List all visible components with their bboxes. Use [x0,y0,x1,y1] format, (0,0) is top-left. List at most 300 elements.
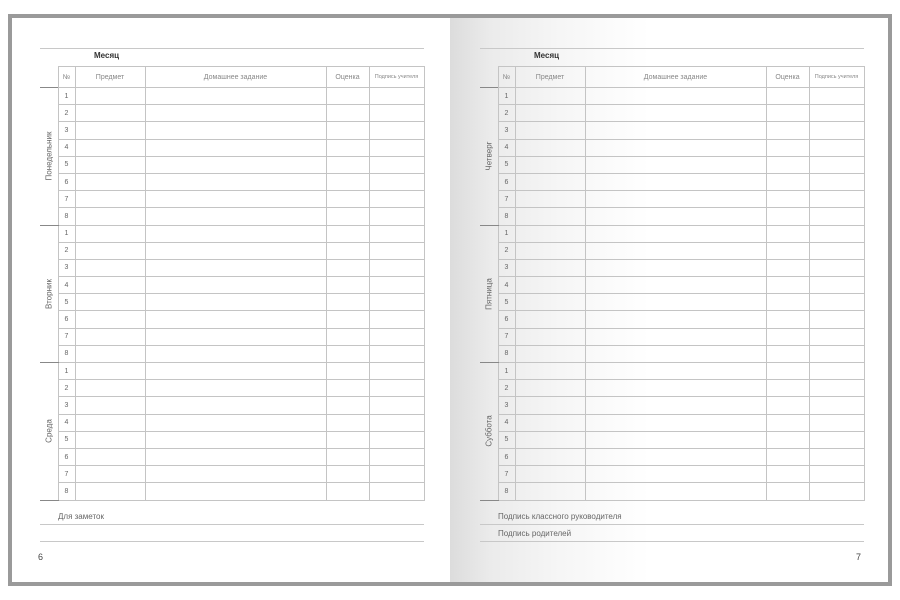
lesson-number: 2 [58,105,75,122]
grade-cell[interactable] [326,294,369,311]
signature-cell[interactable] [809,431,864,448]
signature-cell[interactable] [369,208,424,225]
grade-cell[interactable] [766,191,809,208]
grade-cell[interactable] [326,466,369,483]
signature-cell[interactable] [369,363,424,380]
subject-cell[interactable] [75,345,145,362]
grade-cell[interactable] [326,414,369,431]
signature-cell[interactable] [809,259,864,276]
subject-cell[interactable] [515,88,585,105]
subject-cell[interactable] [515,105,585,122]
lesson-number: 3 [58,259,75,276]
subject-cell[interactable] [515,191,585,208]
signature-cell[interactable] [809,208,864,225]
signature-cell[interactable] [369,414,424,431]
grade-cell[interactable] [326,156,369,173]
grade-cell[interactable] [326,122,369,139]
grade-cell[interactable] [766,466,809,483]
signature-cell[interactable] [369,328,424,345]
homework-cell[interactable] [145,397,326,414]
signature-cell[interactable] [809,483,864,500]
homework-cell[interactable] [585,448,766,465]
subject-cell[interactable] [515,345,585,362]
homework-cell[interactable] [145,294,326,311]
homework-cell[interactable] [585,431,766,448]
homework-cell[interactable] [585,380,766,397]
column-grade: Оценка [326,67,369,88]
subject-cell[interactable] [515,208,585,225]
lesson-row [480,277,864,294]
grade-cell[interactable] [326,88,369,105]
signature-cell[interactable] [809,466,864,483]
signature-cell[interactable] [369,122,424,139]
signature-cell[interactable] [809,448,864,465]
lesson-row [480,173,864,190]
signature-cell[interactable] [809,139,864,156]
subject-cell[interactable] [75,139,145,156]
homework-cell[interactable] [585,363,766,380]
right-page [450,18,888,582]
lesson-number: 5 [58,156,75,173]
grade-cell[interactable] [766,208,809,225]
signature-cell[interactable] [809,156,864,173]
day-cell [480,225,498,363]
signature-cell[interactable] [369,448,424,465]
grade-cell[interactable] [326,139,369,156]
grade-cell[interactable] [326,380,369,397]
lesson-row [40,448,424,465]
grade-cell[interactable] [766,345,809,362]
homework-cell[interactable] [145,363,326,380]
lesson-row [40,431,424,448]
homework-cell[interactable] [585,88,766,105]
lesson-number: 8 [58,208,75,225]
day-label: Четверг [484,141,494,171]
lesson-row [480,311,864,328]
lesson-row [40,380,424,397]
grade-cell[interactable] [766,173,809,190]
column-subject: Предмет [75,67,145,88]
lesson-number: 2 [498,242,515,259]
lesson-number: 4 [58,277,75,294]
lesson-row [40,225,424,242]
signature-cell[interactable] [809,105,864,122]
subject-cell[interactable] [75,311,145,328]
day-header-spacer [480,67,498,88]
subject-cell[interactable] [515,139,585,156]
grade-cell[interactable] [766,328,809,345]
lesson-number: 4 [58,414,75,431]
subject-cell[interactable] [75,208,145,225]
lesson-row [40,191,424,208]
homework-cell[interactable] [585,259,766,276]
signature-cell[interactable] [809,363,864,380]
grade-cell[interactable] [766,363,809,380]
lesson-number: 8 [498,208,515,225]
grade-cell[interactable] [326,363,369,380]
homework-cell[interactable] [145,466,326,483]
homework-cell[interactable] [145,311,326,328]
lesson-number: 6 [58,448,75,465]
signature-cell[interactable] [809,191,864,208]
subject-cell[interactable] [75,448,145,465]
lesson-number: 3 [498,122,515,139]
grade-cell[interactable] [326,483,369,500]
homework-cell[interactable] [585,225,766,242]
grade-cell[interactable] [766,380,809,397]
lesson-number: 2 [498,105,515,122]
grade-cell[interactable] [326,448,369,465]
subject-cell[interactable] [515,414,585,431]
signature-cell[interactable] [369,397,424,414]
signature-cell[interactable] [369,88,424,105]
signature-cell[interactable] [369,139,424,156]
homework-cell[interactable] [585,414,766,431]
subject-cell[interactable] [515,448,585,465]
day-header-spacer [40,67,58,88]
day-cell [480,88,498,226]
lesson-number: 5 [58,294,75,311]
lesson-row [480,156,864,173]
grade-cell[interactable] [326,345,369,362]
day-label: Пятница [484,277,494,310]
lesson-number: 2 [498,380,515,397]
grade-cell[interactable] [766,139,809,156]
homework-cell[interactable] [585,311,766,328]
homework-cell[interactable] [585,139,766,156]
grade-cell[interactable] [326,397,369,414]
lesson-number: 8 [498,483,515,500]
signature-cell[interactable] [809,225,864,242]
grade-cell[interactable] [326,277,369,294]
homework-cell[interactable] [145,259,326,276]
subject-cell[interactable] [515,173,585,190]
month-row [40,48,424,62]
homework-cell[interactable] [145,277,326,294]
signature-cell[interactable] [369,191,424,208]
column-subject: Предмет [515,67,585,88]
homework-cell[interactable] [145,225,326,242]
subject-cell[interactable] [75,122,145,139]
subject-cell[interactable] [515,242,585,259]
signature-cell[interactable] [369,225,424,242]
lesson-row [480,345,864,362]
homework-cell[interactable] [585,173,766,190]
lesson-row [480,328,864,345]
signature-cell[interactable] [369,242,424,259]
signature-cell[interactable] [809,397,864,414]
signature-cell[interactable] [369,311,424,328]
homework-cell[interactable] [145,414,326,431]
homework-cell[interactable] [585,328,766,345]
subject-cell[interactable] [75,191,145,208]
signature-cell[interactable] [809,328,864,345]
subject-cell[interactable] [75,483,145,500]
grade-cell[interactable] [766,414,809,431]
lesson-number: 6 [498,311,515,328]
subject-cell[interactable] [515,122,585,139]
subject-cell[interactable] [75,431,145,448]
subject-cell[interactable] [75,277,145,294]
grade-cell[interactable] [766,225,809,242]
grade-cell[interactable] [326,242,369,259]
grade-cell[interactable] [766,105,809,122]
signature-cell[interactable] [369,345,424,362]
signature-cell[interactable] [809,294,864,311]
subject-cell[interactable] [515,156,585,173]
class-teacher-signature-label: Подпись классного руководителя [498,512,622,521]
signature-cell[interactable] [369,483,424,500]
signature-cell[interactable] [809,380,864,397]
lesson-number: 6 [498,448,515,465]
lesson-number: 8 [498,345,515,362]
lesson-row [40,156,424,173]
lesson-row [480,191,864,208]
grade-cell[interactable] [326,431,369,448]
homework-cell[interactable] [145,448,326,465]
grade-cell[interactable] [766,242,809,259]
lesson-number: 1 [58,363,75,380]
lesson-row [40,328,424,345]
subject-cell[interactable] [515,294,585,311]
lesson-row [40,259,424,276]
homework-cell[interactable] [585,294,766,311]
lesson-number: 2 [58,242,75,259]
subject-cell[interactable] [75,259,145,276]
subject-cell[interactable] [75,363,145,380]
signature-cell[interactable] [809,311,864,328]
column-num: № [498,67,515,88]
signature-cell[interactable] [809,242,864,259]
lesson-number: 4 [498,414,515,431]
subject-cell[interactable] [515,277,585,294]
day-label: Понедельник [44,131,54,181]
notes-line-blank [40,525,424,542]
table-header-row [40,67,424,88]
lesson-number: 7 [498,191,515,208]
homework-cell[interactable] [145,483,326,500]
signature-cell[interactable] [369,380,424,397]
signature-cell[interactable] [369,105,424,122]
homework-cell[interactable] [145,173,326,190]
homework-cell[interactable] [585,156,766,173]
lesson-number: 7 [58,328,75,345]
subject-cell[interactable] [515,466,585,483]
subject-cell[interactable] [515,397,585,414]
signature-cell[interactable] [809,173,864,190]
homework-cell[interactable] [145,208,326,225]
homework-cell[interactable] [145,156,326,173]
homework-cell[interactable] [145,139,326,156]
subject-cell[interactable] [515,380,585,397]
homework-cell[interactable] [145,328,326,345]
page-number-left: 6 [38,552,44,562]
month-label: Месяц [94,51,120,60]
page-number-right: 7 [856,552,862,562]
homework-cell[interactable] [585,397,766,414]
homework-cell[interactable] [585,122,766,139]
subject-cell[interactable] [75,397,145,414]
left-page [12,18,450,582]
lesson-number: 1 [58,88,75,105]
subject-cell[interactable] [75,380,145,397]
grade-cell[interactable] [766,122,809,139]
grade-cell[interactable] [766,397,809,414]
lesson-row [480,294,864,311]
subject-cell[interactable] [515,431,585,448]
grade-cell[interactable] [326,259,369,276]
homework-cell[interactable] [145,191,326,208]
month-row [480,48,864,62]
lesson-row [40,242,424,259]
homework-cell[interactable] [145,242,326,259]
column-homework: Домашнее задание [145,67,326,88]
signature-cell[interactable] [369,431,424,448]
homework-cell[interactable] [145,345,326,362]
lesson-number: 4 [498,277,515,294]
homework-cell[interactable] [585,105,766,122]
homework-cell[interactable] [585,277,766,294]
lesson-number: 8 [58,483,75,500]
signature-cell[interactable] [809,122,864,139]
grade-cell[interactable] [766,294,809,311]
grade-cell[interactable] [326,208,369,225]
signature-cell[interactable] [809,88,864,105]
lesson-row [40,173,424,190]
lesson-number: 4 [498,139,515,156]
lesson-row [40,122,424,139]
subject-cell[interactable] [75,466,145,483]
subject-cell[interactable] [75,294,145,311]
signature-cell[interactable] [809,277,864,294]
subject-cell[interactable] [75,328,145,345]
lesson-number: 5 [58,431,75,448]
subject-cell[interactable] [75,105,145,122]
grade-cell[interactable] [766,156,809,173]
day-label: Среда [44,419,54,444]
grade-cell[interactable] [326,191,369,208]
lesson-row [480,259,864,276]
lesson-row [40,105,424,122]
homework-cell[interactable] [585,483,766,500]
signature-cell[interactable] [809,414,864,431]
parents-signature-line [480,525,864,542]
subject-cell[interactable] [75,242,145,259]
parents-signature-label: Подпись родителей [498,529,572,538]
grade-cell[interactable] [766,483,809,500]
homework-cell[interactable] [145,105,326,122]
signature-cell[interactable] [369,466,424,483]
grade-cell[interactable] [326,105,369,122]
subject-cell[interactable] [515,483,585,500]
column-signature: Подпись учителя [369,67,424,88]
subject-cell[interactable] [515,328,585,345]
grade-cell[interactable] [766,448,809,465]
lesson-number: 3 [58,122,75,139]
lesson-row [40,88,424,105]
homework-cell[interactable] [145,122,326,139]
subject-cell[interactable] [75,414,145,431]
homework-cell[interactable] [585,208,766,225]
homework-cell[interactable] [585,466,766,483]
diary-spread [8,14,892,586]
homework-cell[interactable] [145,431,326,448]
lesson-number: 1 [498,363,515,380]
day-cell [40,363,58,501]
signature-cell[interactable] [369,294,424,311]
lesson-number: 4 [58,139,75,156]
lesson-row [480,466,864,483]
grade-cell[interactable] [326,173,369,190]
lesson-row [480,431,864,448]
lesson-row [480,208,864,225]
lesson-row [40,277,424,294]
lesson-row [480,380,864,397]
grade-cell[interactable] [766,311,809,328]
signature-cell[interactable] [369,173,424,190]
subject-cell[interactable] [515,311,585,328]
lesson-row [40,483,424,500]
homework-cell[interactable] [585,191,766,208]
lesson-number: 7 [498,466,515,483]
homework-cell[interactable] [145,380,326,397]
lesson-number: 5 [498,156,515,173]
homework-cell[interactable] [145,88,326,105]
column-grade: Оценка [766,67,809,88]
subject-cell[interactable] [75,88,145,105]
lesson-row [40,208,424,225]
grade-cell[interactable] [766,277,809,294]
lesson-row [40,311,424,328]
lesson-row [40,139,424,156]
subject-cell[interactable] [75,173,145,190]
lesson-number: 1 [498,225,515,242]
lesson-row [40,466,424,483]
grade-cell[interactable] [326,328,369,345]
signature-cell[interactable] [369,277,424,294]
signature-cell[interactable] [809,345,864,362]
signature-cell[interactable] [369,156,424,173]
homework-cell[interactable] [585,345,766,362]
lesson-row [40,294,424,311]
subject-cell[interactable] [75,156,145,173]
column-num: № [58,67,75,88]
lesson-number: 6 [58,311,75,328]
homework-cell[interactable] [585,242,766,259]
grade-cell[interactable] [766,88,809,105]
column-signature: Подпись учителя [809,67,864,88]
class-teacher-signature-line [480,508,864,525]
weekly-table-left [40,66,425,501]
weekly-table-right [480,66,865,501]
lesson-number: 8 [58,345,75,362]
lesson-row [480,448,864,465]
lesson-number: 3 [498,397,515,414]
subject-cell[interactable] [515,363,585,380]
grade-cell[interactable] [326,311,369,328]
lesson-row [480,122,864,139]
lesson-row [40,414,424,431]
subject-cell[interactable] [515,259,585,276]
grade-cell[interactable] [326,225,369,242]
lesson-row [480,397,864,414]
grade-cell[interactable] [766,259,809,276]
lesson-number: 7 [58,191,75,208]
grade-cell[interactable] [766,431,809,448]
subject-cell[interactable] [515,225,585,242]
signature-cell[interactable] [369,259,424,276]
subject-cell[interactable] [75,225,145,242]
